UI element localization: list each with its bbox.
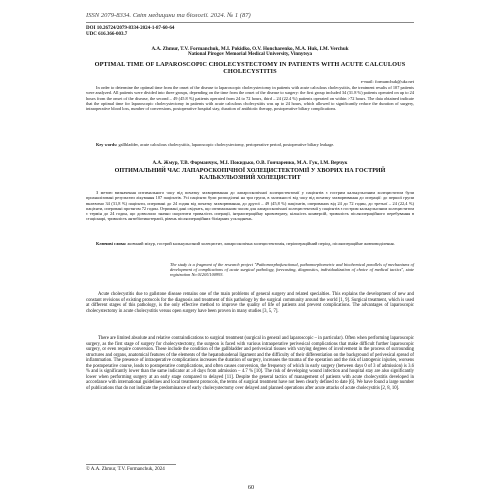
footer-rule <box>86 464 176 465</box>
header-rule <box>86 22 414 23</box>
authors-ua: А.А. Жмур, Т.В. Форманчук, М.І. Покидько, О.В. Гончаренко, М.А. Гук, І.М. Верчук <box>152 160 348 166</box>
affiliation-en: National Pirogov Memorial Medical University, Vinnytsya <box>187 52 313 57</box>
keywords-ua <box>86 241 414 246</box>
authors-en: A.A. Zhmur, T.V. Formanchuk, M.I. Pokidko, O.V. Honcharenko, M.A. Huk, I.M. Verchuk <box>151 46 349 52</box>
doi: DOI 10.26724/2079-8334-2024-1-87-60-64 <box>86 26 175 31</box>
study-note: The study is a fragment of the research project "Pathomorphofunctional, pathomorphometric and biochemical parallels of mechanisms of development of complications of acute surgical pathology, forecasting, diagnostics, individualization of choice of medical tactics", state registration No 0120U100993. <box>170 262 414 278</box>
keywords-ua-text: жовчний міхур, гострий калькульозний холецистит, лапароскопічна холецистектомія, періопераційний період, післяопераційне жовчовиділення. <box>127 241 395 246</box>
keywords-ua-label: Ключові слова: <box>96 241 127 246</box>
body-paragraph-1: Acute cholecystitis due to gallstone disease remains one of the main problems of general surgery and related specialties. This explains the development of new and constant revisions of existing protocols for the diagnosis and treatment of this pathology by the surgical community around the world [1, 9]. Surgical treatment, which is used at different stages of this pathology, is the only effective method to improve the quality of life of patients and prevent complications. The advantages of laparoscopic cholecystectomy in acute cholecystitis versus open surgery have been proven in many studies [3, 5, 7]. <box>86 292 414 314</box>
body-paragraph-2: There are limited absolute and relative contraindications to surgical treatment (surgical in general and laparoscopic – in particular). Often when performing laparoscopic surgery, as the first stage of surgery for cholecystectomy, the surgeon is faced with various intraoperative perivesical complications that make difficult further laparoscopic surgery, or even require conversion. These include the condition of the gallbladder and perivesical tissues with varying degrees of involvement in the process of surrounding structures and organs, anatomical features of the elements of the hepatoduodenal ligament and the difficulty of their differentiation on the background of perivesical spread of inflammation. The presence of intraoperative complications increases the duration of surgery, increases the trauma of the operation and the risk of iatrogenic injuries, worsens the postoperative course, leads to postoperative complications, and often causes conversion, the frequency of which in early surgery (between days 0 of 3 of admission) is 3.6 % and is significantly lower than the same indicator at ≥8 days from admission – 4.7 % [10]. The risk of developing wound infection and hospital stay are also significantly lower when performing surgery at an early stage compared to delayed [11]. Despite the general tactics of management of patients with acute cholecystitis developed in accordance with international guidelines and local treatment protocols, the terms of surgical treatment have not been clearly defined to date [6]. We have found a large number of publications that do not indicate the predominance of early cholecystectomy over delayed and planned operations after acute attacks of acute cholecystitis [2, 8, 10]. <box>86 336 414 391</box>
copyright: © A.A. Zhmur, T.V. Formanchuk, 2024 <box>86 467 165 472</box>
keywords-en-label: Key words: <box>96 142 118 147</box>
email: e-mail: formanchuk@ukr.net <box>360 79 414 84</box>
article-title-en: OPTIMAL TIME OF LAPAROSCOPIC CHOLECYSTECTOMY IN PATIENTS WITH ACUTE CALCULOUS CHOLECYSTITIS <box>94 61 406 76</box>
keywords-en <box>86 142 414 147</box>
udc: UDC 616.366-003.7 <box>86 32 128 37</box>
abstract-en: In order to determine the optimal time from the onset of the disease to laparoscopic cholecystectomy in patients with acute calculous cholecystitis, the treatment results of 107 patients were analyzed. All patients were divided into three groups, depending on the time from the onset of the disease to surgery: the first group included 34 (31.8 %) patients operated on up to 24 hours from the onset of the disease, the second – 49 (45.8 %) patients operated from 24 to 72 hours, third – 24 (22.4 %) patients operated on within >72 hours. The data obtained indicate that the optimal time for laparoscopic cholecystectomy in patients with acute calculous cholecystitis was up to 24 hours, which allowed to significantly reduce the duration of surgery, intraoperative blood loss, number of conversions, postoperative hospital stay, duration of antibiotic therapy, postoperative biliary complications. <box>86 85 414 111</box>
page-number: 60 <box>247 484 255 491</box>
running-title: ISSN 2079-8334. Світ медицини та біології. 2024. № 1 (87) <box>86 12 251 19</box>
abstract-ua: З метою визначення оптимального часу від початку захворювання до лапароскопічної холецистектомії у пацієнтів з гострим калькульозним холециститом були проаналізовані результати лікування 107 пацієнтів. Усі пацієнти були розподілені на три групи, в залежності від часу від початку захворювання до операції: до першої групи включено 34 (31,8 %) пацієнти, оперовані до 24 годин від початку захворювання, до другої – 49 (45,8 %) пацієнтів, оперованих від 24 до 72 годин, до третьої – 24 (22,4 %) пацієнти, оперовані протягом 72 годин. Отримані дані свідчать, що оптимальним часом для лапароскопічної холецистектомії у пацієнтів з гострим калькульозним холециститом є термін до 24 годин, що дозволило значно скоротити тривалість операції, інтраопераційну крововтрату, кількість конверсій, тривалість післяопераційного перебування в стаціонарі, тривалість антибіотикотерапії, рівень післяопераційних біліарних ускладнень. <box>86 190 414 222</box>
article-title-ua: ОПТИМАЛЬНИЙ ЧАС ЛАПАРОСКОПІЧНОЇ ХОЛЕЦИСТЕКТОМІЇ У ХВОРИХ НА ГОСТРИЙ КАЛЬКУЛЬОЗНИЙ ХОЛЕЦИСТИТ <box>114 168 386 182</box>
keywords-en-text: gallbladder, acute calculous cholecystitis, laparoscopic cholecystectomy, perioperative period, postoperative biliary leakage. <box>118 142 335 147</box>
